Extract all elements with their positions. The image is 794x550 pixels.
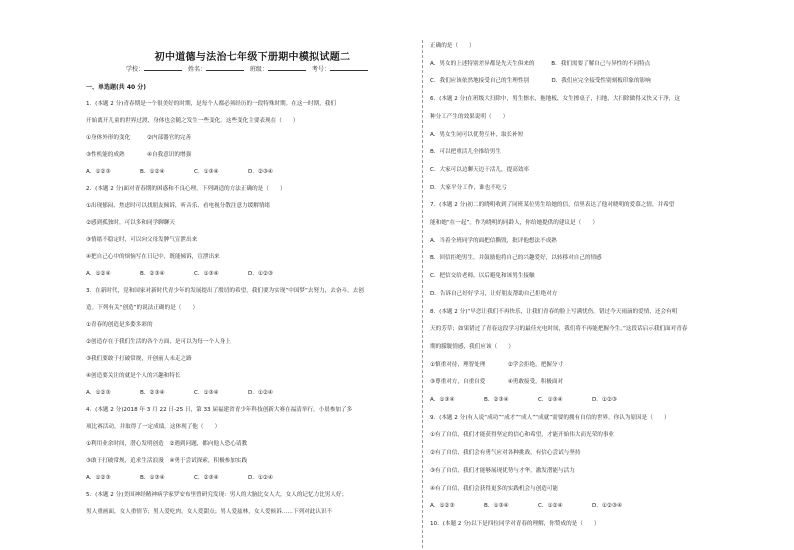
answer-option[interactable]: C．①③④	[538, 397, 563, 403]
question-line: ②感到孤独时，可以多和同学聊聊天	[86, 220, 175, 226]
answer-option[interactable]: D．①②③④	[592, 503, 622, 510]
answer-option[interactable]: D．①②③	[248, 271, 273, 277]
question-line: 种分工产生的效果说明（ ）	[430, 113, 509, 120]
class-blank[interactable]	[268, 64, 306, 71]
answer-option[interactable]: B．②③④	[140, 271, 165, 277]
answer-option[interactable]: B．①③④	[484, 503, 509, 510]
question-line: ④创造要关注的就是个人的兴趣和特长	[86, 373, 181, 379]
answer-option[interactable]: D．①②③	[592, 397, 617, 403]
name-label: 姓名：	[187, 66, 206, 73]
question-line: 4．(本题 2 分)2018 年 3 月 22 日-25 日，第 33 届福建省青少年科技创新大赛在福清举行。小晨参加了多	[86, 407, 353, 413]
question-line: ①身体外形的变化 ②内部器官的完善	[86, 135, 192, 141]
question-line: C．把信交给老师，以后避免和该男生接触	[430, 273, 535, 280]
number-label: 考号：	[311, 66, 330, 73]
answer-options	[86, 390, 302, 397]
answer-option[interactable]: A．①②③	[86, 390, 111, 396]
question-line: A．男女生同可以优势互补，取长补短	[430, 131, 524, 138]
school-blank[interactable]	[144, 64, 182, 71]
answer-option[interactable]: B．①③④	[140, 475, 165, 481]
question-line: A．当着全班同学的面把信撕毁，批评他想法不成熟	[430, 237, 557, 244]
question-line: ③有了自信，我们才能够展现优势与才华，激发潜能与活力	[430, 467, 575, 474]
question-line: ①利用业余时间，潜心发明创造 ②遇到问题，都向他人恐心请教	[86, 441, 248, 447]
question-line: ④把自己心中的烦恼写在日记中，既能倾诉，宣泄出来	[86, 254, 220, 260]
question-line: 9．(本题 2 分)有人说“成功”“成才”“成人”“成就”需要的拥有自信的世界。你认为原因是（ ）	[430, 414, 670, 421]
question-line: ③敢于打破常规，追求生活浪漫 ④勇于尝试探索，积极参加实践	[86, 458, 248, 464]
question-line: C．我们应该依然地接受自己的生理性别 D．我们应完全接受性别刻板印象的影响	[430, 78, 651, 85]
question-line: ③性机能的成熟 ④自我意识的增强	[86, 152, 192, 158]
question-line: 1．(本题 2 分)青春期是一个很美好的时期，是每个人都必须经历的一段特殊时期。在这一时期，我们	[86, 101, 336, 107]
answer-option[interactable]: B．①②④	[140, 169, 165, 175]
question-line: 天的芳草；如果错过了青春这段学习的最佳充电时间，我们将不再能把握今生。”这段话启示我们面对青春	[430, 326, 688, 333]
question-line: ③情绪不稳定时，可以向父母发脾气宣泄出来	[86, 237, 198, 243]
question-line: D．大家平分工作，谁也不吃亏	[430, 184, 508, 191]
answer-option[interactable]: A．①②③	[430, 503, 455, 510]
question-line: ①出现郁闷、焦虑时可以找朋友倾诉，听音乐、看电视分散注意力缓解情绪	[86, 203, 271, 209]
answer-options	[86, 271, 302, 278]
question-line: ①有了自信，我们才能获得坚定的信心和希望，才能开始伟大而光荣的事业	[430, 432, 615, 439]
answer-option[interactable]: C．②③④	[194, 475, 219, 481]
question-line: C．大家可以边聊天边干活儿，提高效率	[430, 166, 530, 173]
question-line: 2．(本题 2 分)面对青春期的困惑和不良心理，下列调适的方法正确的是（ ）	[86, 186, 286, 192]
question-line: 期的朦胧情感，我们应该（ ）	[430, 343, 514, 350]
answer-option[interactable]: D．①②④	[248, 475, 273, 481]
answer-options	[86, 475, 302, 482]
name-blank[interactable]	[206, 64, 244, 71]
answer-option[interactable]: D．②③④	[248, 169, 273, 175]
question-line: A．男女的上述特别差异都是先天生俱来的 B．我们需要了解自己与异性的不同特点	[430, 60, 651, 67]
school-label: 学校：	[126, 66, 145, 73]
question-line: 10．(本题 2 分)以下是四位同学对青春的理解，你赞成的是（ ）	[430, 520, 600, 527]
question-line: D．告诉自己好好学习，让好朋友帮助自己拒绝对方	[430, 290, 558, 297]
question-line: ①慎重对待，理智处理 ②学会拒绝，把握分寸	[430, 361, 564, 368]
answer-option[interactable]: C．①③④	[194, 390, 219, 396]
question-line: ④有了自信，我们会获得更多的实践机会与创造可能	[430, 485, 559, 492]
answer-option[interactable]: A．①②③	[86, 169, 111, 175]
answer-option[interactable]: A．①③④	[430, 397, 455, 403]
answer-option[interactable]: A．①②④	[86, 271, 111, 277]
question-line: 正确的是（ ）	[430, 43, 475, 49]
question-line: ①青春的创造是多姿多彩的	[86, 322, 153, 328]
answer-options	[430, 397, 646, 404]
question-line: ③我们要敢于打破常规，开创前人未走之路	[86, 356, 192, 362]
question-line: 5．(本题 2 分)美国神经精神病学家罗安布里曾研究发现：男人的大脑比女人大，女人的记忆力比男人好；	[86, 492, 348, 498]
question-line: 造。下列有关“创造”的说法正确的是（ ）	[86, 305, 199, 311]
question-line: 开始离开儿童的世界过渡，身体也会随之发生一些变化。这些变化主要表现在（ ）	[86, 118, 299, 124]
answer-option[interactable]: C．①③④	[194, 271, 219, 277]
column-divider	[422, 40, 423, 548]
page-title: 初中道德与法治七年级下册期中模拟试题二	[154, 52, 351, 63]
question-line: B．可以把重活儿全推给男生	[430, 149, 501, 156]
answer-option[interactable]: B．②③④	[484, 397, 509, 403]
answer-options	[86, 169, 302, 176]
answer-option[interactable]: B．②③④	[140, 390, 165, 396]
student-info-row	[126, 64, 372, 73]
section-heading: 一、单选题(共 40 分)	[86, 84, 147, 91]
question-line: 6．(本题 2 分)在班级大扫除中，男生擦水，拖地板，女生擦桌子，扫地，大扫除做得又快又干净，这	[430, 96, 680, 103]
number-blank[interactable]	[330, 64, 368, 71]
question-line: ③尊重对方，自重自爱 ④勇敢接受，积极面对	[430, 379, 564, 386]
question-line: 7．(本题 2 分)初二的晓明收到了同班某位男生给她的信，信里表达了他对晓明的爱慕之情，并希望	[430, 202, 675, 209]
question-line: ②创造存在于我们生活的各个方面，是可以为每一个人身上	[86, 339, 231, 345]
question-line: 3．在新时代，党和国家对新时代青少年的发展提出了殷切的希望，我们要为实现“中国梦”去努力，去奋斗，去创	[86, 288, 364, 294]
question-line: 项比赛活动，并取得了一定成绩。这体现了他（ ）	[86, 424, 221, 430]
answer-options	[430, 503, 646, 510]
question-line: 能和她“在一起”。作为晓明的同龄人，你给她提供的建议是（ ）	[430, 220, 599, 226]
answer-option[interactable]: D．①②④	[248, 390, 273, 396]
question-line: 男人重画面，女人重情节；男人爱吃肉，女人爱甜点；男人爱兹林，女人爱候诉……下列对此认识不	[86, 509, 333, 515]
answer-option[interactable]: C．①②④	[538, 503, 563, 510]
answer-option[interactable]: A．①②③	[86, 475, 111, 481]
question-line: 8．(本题 2 分)“早恋让我们不再快乐，让我们青春的脸上写满忧伤。错过今天雨滴的爱情，还会有明	[430, 308, 678, 315]
answer-option[interactable]: C．①③④	[194, 169, 219, 175]
class-label: 班级：	[249, 66, 268, 73]
question-line: B．回信拒绝男生，并鼓励他将自己的兴趣爱好，以转移对自己的情感	[430, 255, 602, 262]
question-line: ②有了自信，我们会有勇气应对各种挑战，有信心尝试与坚持	[430, 450, 581, 457]
